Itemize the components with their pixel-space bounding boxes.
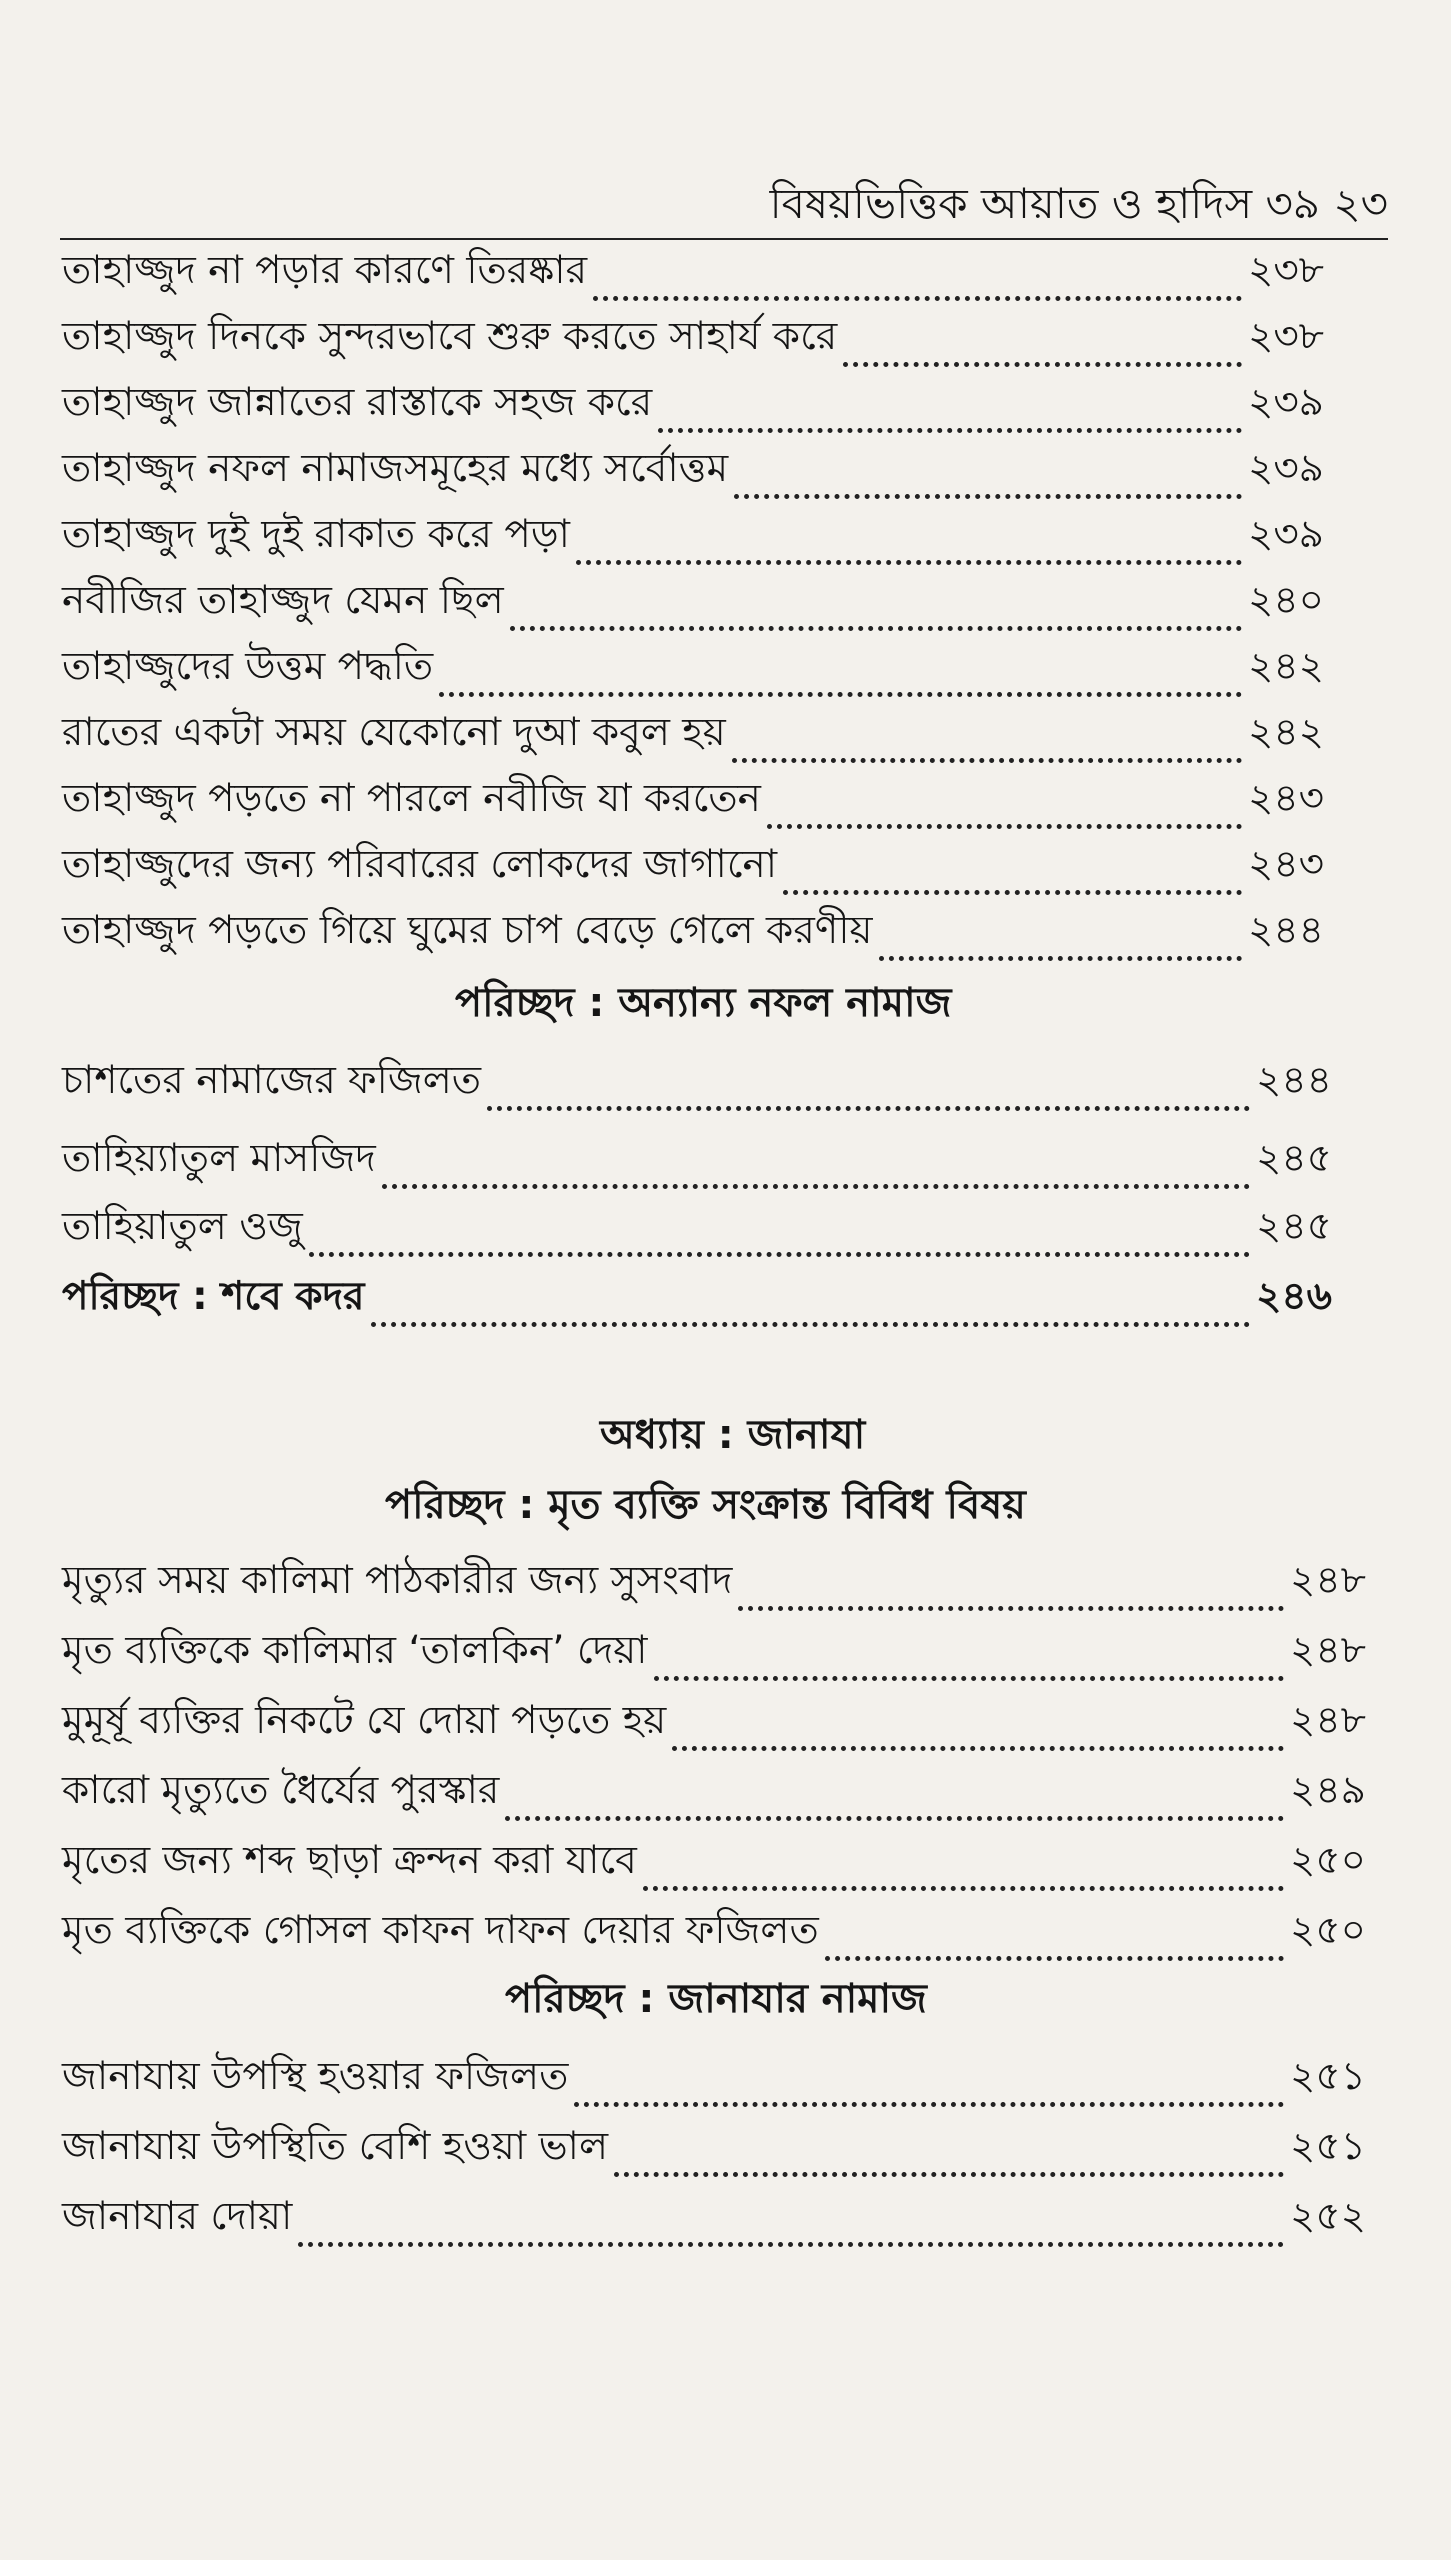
entry-page: ২৪৬ — [1255, 1274, 1332, 1319]
toc-entry — [62, 1132, 1332, 1186]
entry-page: ২৪০ — [1247, 578, 1324, 623]
toc-entry — [62, 508, 1324, 562]
entry-page: ২৫০ — [1289, 1838, 1366, 1883]
toc-entry — [62, 1904, 1366, 1958]
entry-page: ২৪৪ — [1248, 908, 1324, 953]
entry-title: তাহাজ্জুদ পড়তে না পারলে নবীজি যা করতেন — [62, 776, 761, 821]
dot-leader — [879, 926, 1243, 961]
dot-leader — [574, 2072, 1284, 2107]
toc-entry — [62, 2050, 1366, 2104]
toc-entry — [62, 1270, 1332, 1324]
entry-page: ২৪৮ — [1290, 1558, 1366, 1603]
dot-leader — [371, 1292, 1250, 1327]
entry-title: মৃত ব্যক্তিকে কালিমার ‘তালকিন’ দেয়া — [62, 1628, 648, 1673]
entry-title: চাশতের নামাজের ফজিলত — [62, 1058, 482, 1103]
toc-entry — [62, 640, 1324, 694]
toc-entry — [62, 574, 1324, 628]
entry-title: পরিচ্ছদ : শবে কদর — [62, 1274, 365, 1319]
entry-title: মৃতের জন্য শব্দ ছাড়া ক্রন্দন করা যাবে — [62, 1838, 637, 1883]
dot-leader — [654, 1646, 1285, 1681]
section-heading: পরিচ্ছদ : জানাযার নামাজ — [505, 1976, 927, 2022]
dot-leader — [309, 1222, 1250, 1257]
entry-title: তাহাজ্জুদের উত্তম পদ্ধতি — [62, 644, 434, 689]
entry-title: জানাযার দোয়া — [62, 2194, 293, 2239]
toc-entry — [62, 838, 1324, 892]
entry-page: ২৫১ — [1290, 2054, 1366, 2099]
entry-page: ২৫১ — [1290, 2124, 1366, 2169]
dot-leader — [643, 1856, 1284, 1891]
dot-leader — [672, 1716, 1284, 1751]
entry-page: ২৪২ — [1247, 710, 1324, 755]
running-header: বিষয়ভিত্তিক আয়াত ও হাদিস ৩৯ ২৩ — [769, 179, 1388, 228]
entry-title: তাহাজ্জুদ দিনকে সুন্দরভাবে শুরু করতে সাহার্য করে — [62, 314, 838, 359]
toc-entry — [62, 2120, 1366, 2174]
toc-entry — [62, 2190, 1366, 2244]
toc-entry — [62, 1624, 1366, 1678]
entry-page: ২৪২ — [1247, 644, 1324, 689]
dot-leader — [843, 332, 1242, 367]
toc-entry — [62, 1054, 1332, 1108]
entry-page: ২৩৮ — [1247, 248, 1324, 293]
entry-page: ২৩৯ — [1247, 512, 1324, 557]
dot-leader — [732, 728, 1242, 763]
section-heading: পরিচ্ছদ : অন্যান্য নফল নামাজ — [455, 980, 952, 1026]
dot-leader — [382, 1154, 1250, 1189]
entry-title: রাতের একটা সময় যেকোনো দুআ কবুল হয় — [62, 710, 726, 755]
entry-title: তাহাজ্জুদ না পড়ার কারণে তিরষ্কার — [62, 248, 588, 293]
entry-page: ২৪৯ — [1290, 1768, 1366, 1813]
entry-page: ২৪৫ — [1256, 1204, 1332, 1249]
dot-leader — [767, 794, 1242, 829]
dot-leader — [658, 398, 1242, 433]
dot-leader — [825, 1926, 1284, 1961]
toc-entry — [62, 376, 1324, 430]
toc-entry — [62, 772, 1324, 826]
dot-leader — [614, 2142, 1284, 2177]
entry-title: জানাযায় উপস্থি হওয়ার ফজিলত — [62, 2054, 569, 2099]
entry-page: ২৫২ — [1289, 2194, 1366, 2239]
dot-leader — [593, 266, 1242, 301]
entry-page: ২৪৫ — [1256, 1136, 1332, 1181]
dot-leader — [439, 662, 1242, 697]
toc-entry — [62, 244, 1324, 298]
entry-title: মৃত ব্যক্তিকে গোসল কাফন দাফন দেয়ার ফজিলত — [62, 1908, 819, 1953]
entry-page: ২৪৮ — [1290, 1698, 1366, 1743]
header-divider — [60, 238, 1388, 240]
toc-entry — [62, 442, 1324, 496]
toc-entry — [62, 1764, 1366, 1818]
toc-entry — [62, 310, 1324, 364]
entry-title: জানাযায় উপস্থিতি বেশি হওয়া ভাল — [62, 2124, 609, 2169]
dot-leader — [783, 860, 1242, 895]
dot-leader — [738, 1576, 1284, 1611]
dot-leader — [576, 530, 1242, 565]
entry-page: ২৪৪ — [1256, 1058, 1332, 1103]
entry-title: তাহাজ্জুদ নফল নামাজসমূহের মধ্যে সর্বোত্তম — [62, 446, 729, 491]
entry-title: তাহিয়াতুল ওজু — [62, 1204, 303, 1249]
entry-page: ২৩৮ — [1247, 314, 1324, 359]
entry-page: ২৩৯ — [1247, 446, 1324, 491]
entry-title: তাহাজ্জুদের জন্য পরিবারের লোকদের জাগানো — [62, 842, 778, 887]
toc-entry — [62, 1694, 1366, 1748]
entry-title: তাহাজ্জুদ জান্নাতের রাস্তাকে সহজ করে — [62, 380, 653, 425]
entry-title: কারো মৃত্যুতে ধৈর্যের পুরস্কার — [62, 1768, 500, 1813]
entry-title: নবীজির তাহাজ্জুদ যেমন ছিল — [62, 578, 504, 623]
entry-title: মুমূর্ষূ ব্যক্তির নিকটে যে দোয়া পড়তে হয় — [62, 1698, 667, 1743]
entry-page: ২৫০ — [1289, 1908, 1366, 1953]
entry-title: মৃত্যুর সময় কালিমা পাঠকারীর জন্য সুসংবাদ — [62, 1558, 733, 1603]
dot-leader — [487, 1076, 1250, 1111]
entry-page: ২৪৩ — [1247, 842, 1324, 887]
section-heading: পরিচ্ছদ : মৃত ব্যক্তি সংক্রান্ত বিবিধ বিষয় — [385, 1482, 1026, 1528]
toc-entry — [62, 706, 1324, 760]
dot-leader — [298, 2212, 1284, 2247]
entry-page: ২৪৩ — [1247, 776, 1324, 821]
dot-leader — [505, 1786, 1284, 1821]
chapter-heading: অধ্যায় : জানাযা — [600, 1412, 866, 1458]
entry-title: তাহাজ্জুদ দুই দুই রাকাত করে পড়া — [62, 512, 570, 557]
entry-title: তাহাজ্জুদ পড়তে গিয়ে ঘুমের চাপ বেড়ে গেলে করণীয় — [62, 908, 873, 953]
toc-entry — [62, 1200, 1332, 1254]
dot-leader — [510, 596, 1242, 631]
entry-page: ২৩৯ — [1247, 380, 1324, 425]
entry-page: ২৪৮ — [1290, 1628, 1366, 1673]
toc-entry — [62, 1834, 1366, 1888]
toc-entry — [62, 1554, 1366, 1608]
toc-entry — [62, 904, 1324, 958]
entry-title: তাহিয়্যাতুল মাসজিদ — [62, 1136, 376, 1181]
dot-leader — [734, 464, 1242, 499]
